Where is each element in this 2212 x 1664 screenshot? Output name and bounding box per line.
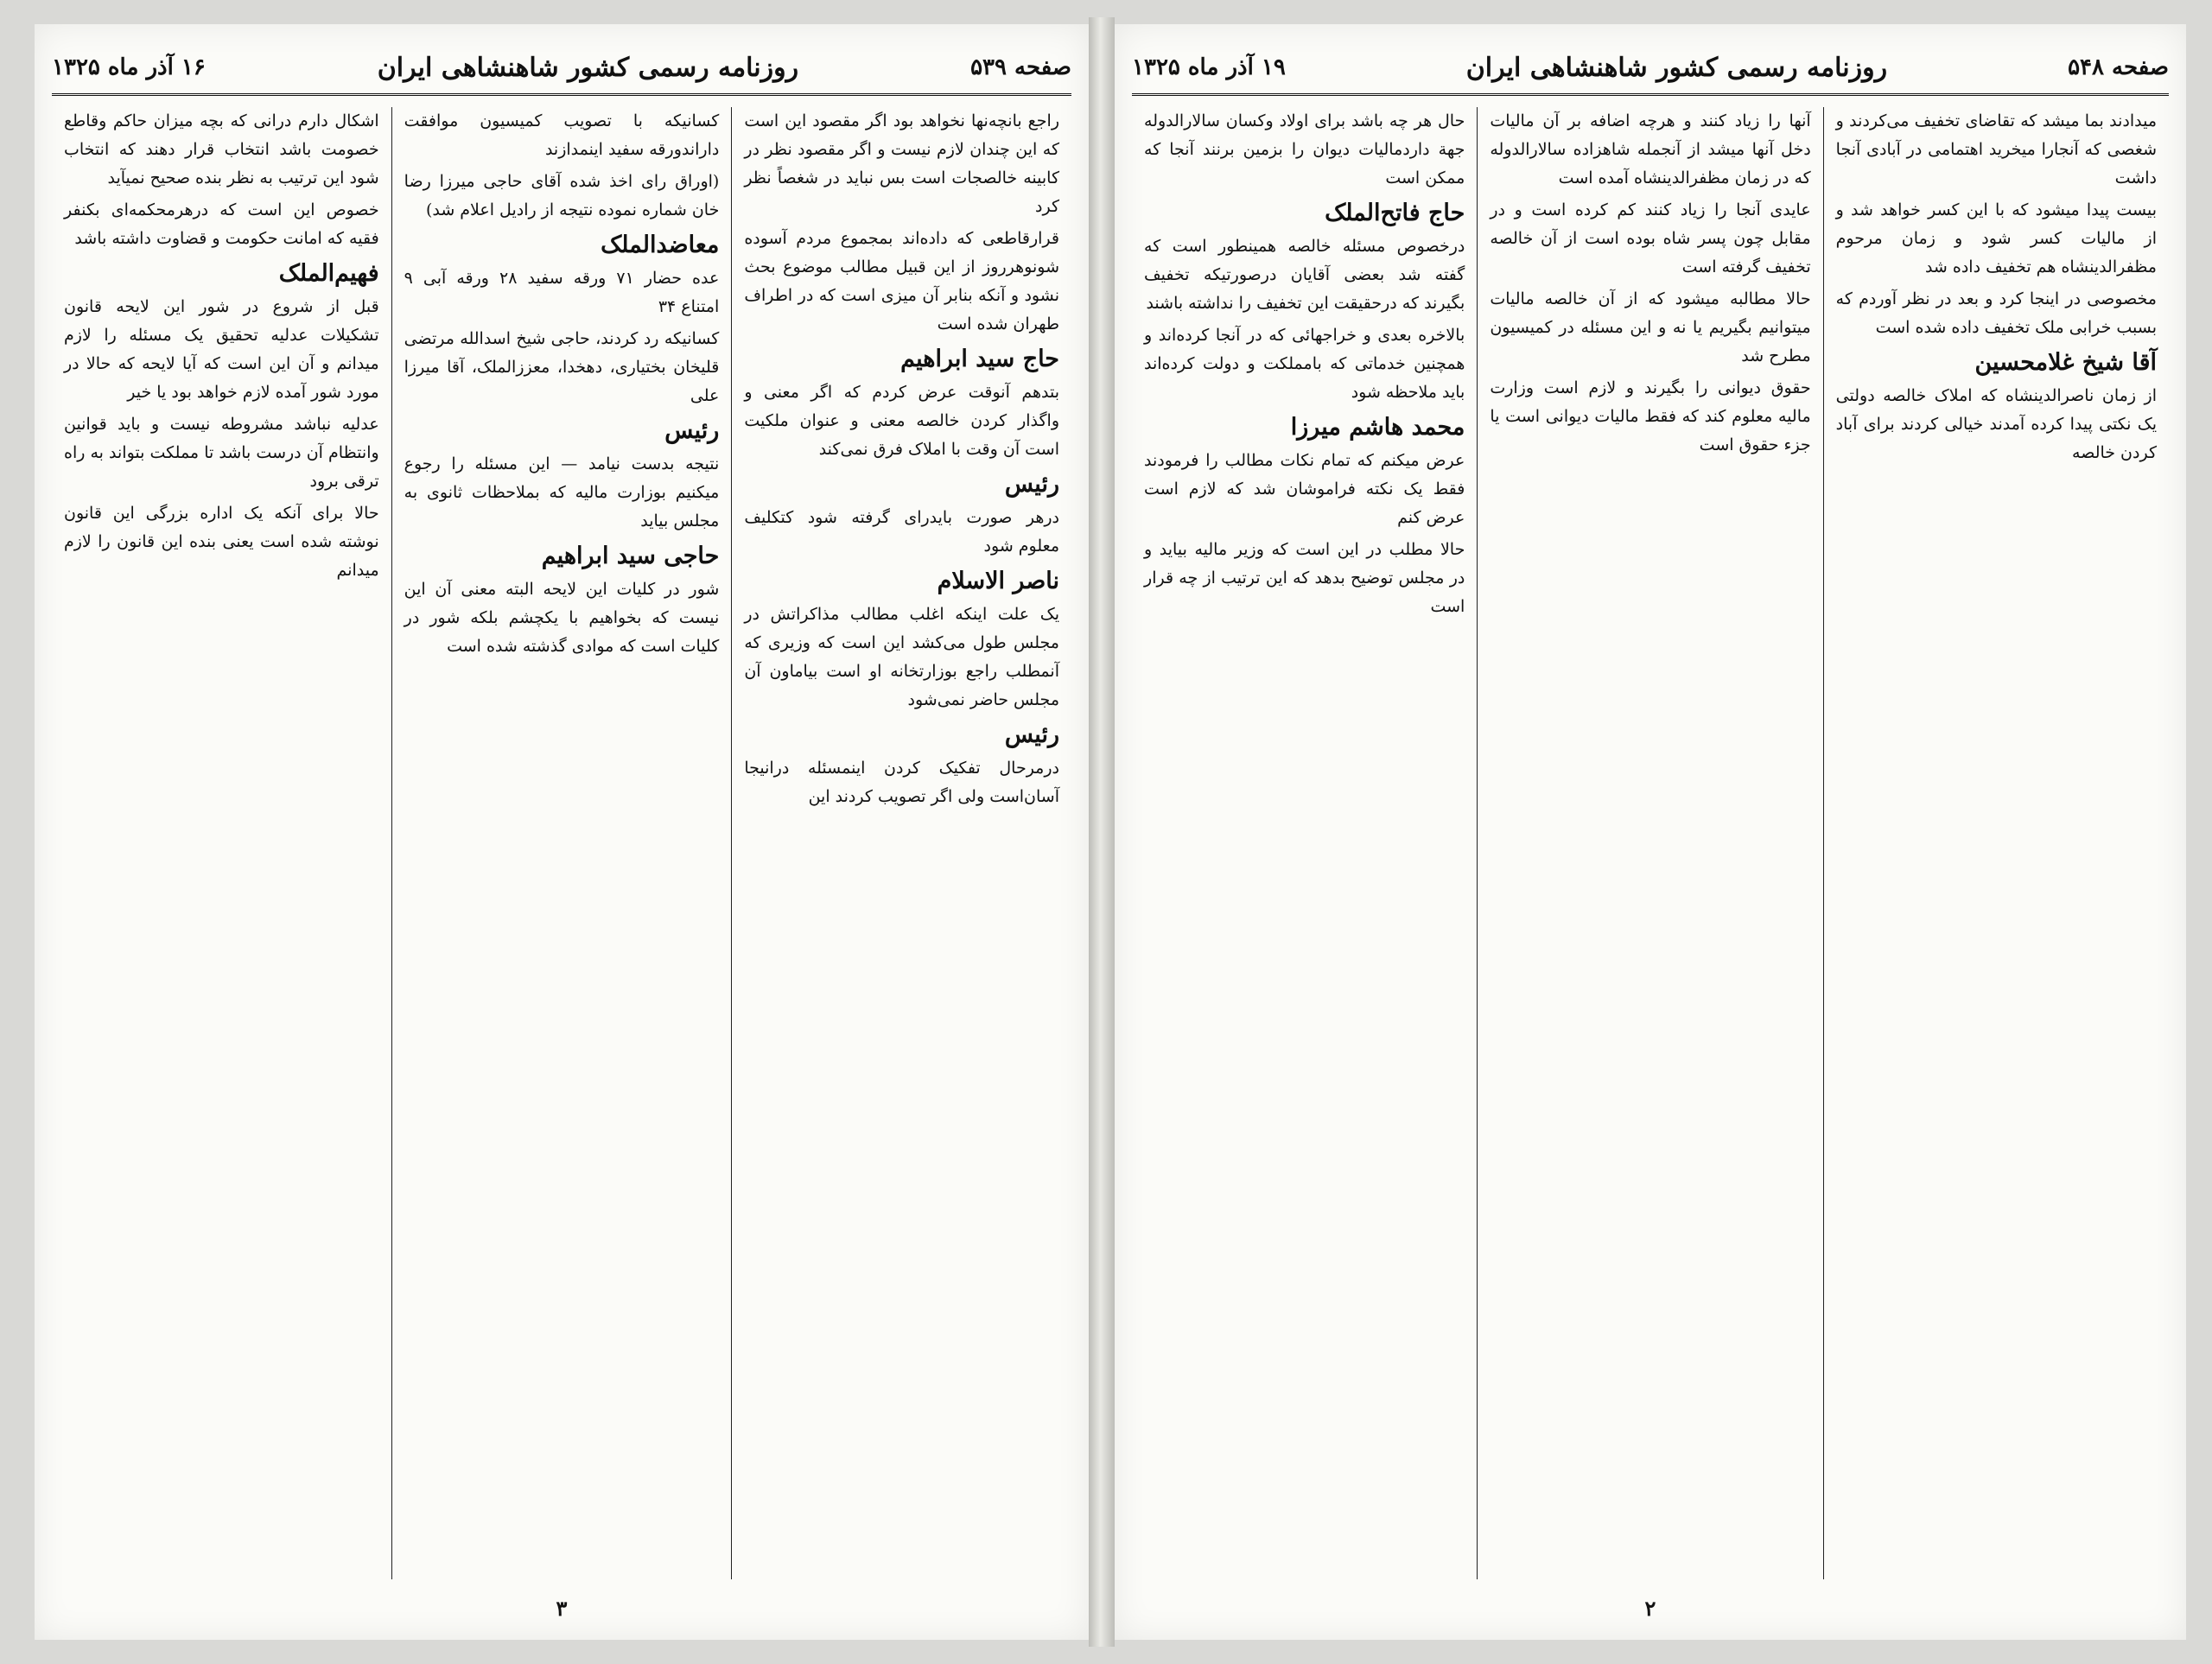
- paragraph: (اوراق رای اخذ شده آقای حاجی میرزا رضا خان شماره نموده نتیجه از رادیل اعلام شد): [404, 172, 720, 219]
- right-page: [1115, 24, 2186, 1640]
- paragraph: بتدهم آنوقت عرض کردم که اگر معنی و واگذار کردن خالصه معنی و عنوان ملکیت است آن وقت با املاک فرق نمی‌کند: [744, 383, 1059, 459]
- page-number: صفحه ۵۳۹: [970, 54, 1071, 80]
- left-masthead: [52, 41, 1071, 96]
- paragraph: قبل از شروع در شور این لایحه قانون تشکیلات عدلیه تحقیق یک مسئله را لازم میدانم و آن این است که آیا لایحه که حالا در مورد شور آمده لازم خواهد بود یا خیر: [63, 297, 379, 402]
- page-number: صفحه ۵۴۸: [2068, 54, 2169, 80]
- paragraph: اشکال دارم درانی که بچه میزان حاکم وقاطع خصومت باشد انتخاب قرار دهند که انتخاب شود این ترتیب به نظر بنده صحیح نمیآید: [63, 111, 379, 187]
- column: [52, 107, 392, 1579]
- paragraph: عایدی آنجا را زیاد کنند کم کرده است و در مقابل چون پسر شاه بوده است از آن خالصه تخفیف گرفته است: [1490, 200, 1811, 276]
- speaker-heading: رئیس: [1004, 471, 1059, 498]
- paragraph: نتیجه بدست نیامد — این مسئله را رجوع میکنیم بوزارت مالیه که بملاحظات ثانوی به مجلس بیاید: [404, 454, 720, 530]
- paragraph: میدادند بما میشد که تقاضای تخفیف می‌کردند و شغصی که آنجارا میخرید اهتمامی در آبادی آنجا داشت: [1835, 111, 2157, 187]
- right-columns: [1132, 107, 2169, 1579]
- paragraph: کسانیکه رد کردند، حاجی شیخ اسدالله مرتضی قلیخان بختیاری، دهخدا، معززالملک، آقا میرزا علی: [404, 329, 720, 405]
- paragraph: حال هر چه باشد برای اولاد وکسان سالارالدوله جهة داردمالیات دیوان را بزمین برنند آنجا که ممکن است: [1144, 111, 1465, 187]
- paragraph: عدلیه نباشد مشروطه نیست و باید قوانین وانتظام آن درست باشد تا مملکت بتواند به راه ترقی برود: [63, 415, 379, 491]
- gazette-title: روزنامه رسمی کشور شاهنشاهی ایران: [1465, 52, 1888, 83]
- paragraph: حالا مطلب در این است که وزیر مالیه بیاید و در مجلس توضیح بدهد که این ترتیب از چه قرار است: [1144, 540, 1465, 616]
- speaker-heading: معاضدالملک: [601, 232, 720, 258]
- paragraph: عده حضار ۷۱ ورقه سفید ۲۸ ورقه آبی ۹ امتناع ۳۴: [404, 269, 720, 316]
- paragraph: از زمان ناصرالدینشاه که املاک خالصه دولتی یک نکتی پیدا کرده آمدند خیالی کردند برای آباد کردن خالصه: [1835, 386, 2157, 462]
- paragraph: راجع بانچه‌نها نخواهد بود اگر مقصود این است که این چندان لازم نیست و اگر مقصود نظر در کابینه خالصجات است بس نباید در شغصاً نظر کرد: [744, 111, 1059, 216]
- column: [732, 107, 1071, 1579]
- paragraph: درهر صورت بایدرای گرفته شود کتکلیف معلوم شود: [744, 508, 1059, 556]
- paragraph: یک علت اینکه اغلب مطالب مذاکراتش در مجلس طول می‌کشد این است که وزیری که آنمطلب راجع بوزارتخانه او است بیاماون آن مجلس حاضر نمی‌شود: [744, 605, 1059, 709]
- left-columns: [52, 107, 1071, 1579]
- right-masthead: [1132, 41, 2169, 96]
- paragraph: شور در کلیات این لایحه البته معنی آن این نیست که بخواهیم با یکچشم بلکه شور در کلیات است که موادی گذشته شده است: [404, 580, 720, 656]
- speaker-heading: رئیس: [1004, 721, 1059, 748]
- paragraph: حقوق دیوانی را بگیرند و لازم است وزارت مالیه معلوم کند که فقط مالیات دیوانی است یا جزء حقوق است: [1490, 378, 1811, 454]
- speaker-heading: رئیس: [664, 417, 720, 444]
- paragraph: آنها را زیاد کنند و هرچه اضافه بر آن مالیات دخل آنها میشد از آنجمله شاهزاده سالارالدوله که در زمان مظفرالدینشاه آمده است: [1490, 111, 1811, 187]
- paragraph: عرض میکنم که تمام نکات مطالب را فرمودند فقط یک نکته فراموشان شد که لازم است عرض کنم: [1144, 451, 1465, 527]
- speaker-heading: محمد هاشم میرزا: [1290, 414, 1465, 441]
- paragraph: درخصوص مسئله خالصه همینطور است که گفته شد بعضی آقایان درصورتیکه تخفیف بگیرند که درحقیقت این تخفیف را نداشته باشند: [1144, 237, 1465, 313]
- speaker-heading: ناصر الاسلام: [937, 568, 1059, 594]
- speaker-heading: حاجی سید ابراهیم: [541, 543, 720, 569]
- issue-date: ۱۹ آذر ماه ۱۳۲۵: [1132, 54, 1286, 80]
- issue-date: ۱۶ آذر ماه ۱۳۲۵: [52, 54, 206, 80]
- paragraph: خصوص این است که درهرمحکمه‌ای بکنفر فقیه که امانت حکومت و قضاوت داشته باشد: [63, 200, 379, 248]
- folio-number: ۳: [556, 1596, 568, 1621]
- paragraph: حالا برای آنکه یک اداره بزرگی این قانون نوشته شده است یعنی بنده این قانون را لازم میدانم: [63, 504, 379, 580]
- speaker-heading: حاج سید ابراهیم: [900, 346, 1059, 372]
- binding-gutter: [1089, 17, 1115, 1647]
- left-page: [35, 24, 1089, 1640]
- speaker-heading: آقا شیخ غلامحسین: [1974, 349, 2157, 376]
- column: [1824, 107, 2169, 1579]
- column: [392, 107, 733, 1579]
- paragraph: مخصوصی در اینجا کرد و بعد در نظر آوردم که بسبب خرابی ملک تخفیف داده شده است: [1835, 289, 2157, 337]
- speaker-heading: حاج فاتح‌الملک: [1325, 200, 1465, 226]
- speaker-heading: فهیم‌الملک: [278, 260, 379, 287]
- folio-number: ۲: [1644, 1596, 1656, 1621]
- paragraph: کسانیکه با تصویب کمیسیون موافقت داراندورقه سفید اینمدازند: [404, 111, 720, 159]
- paragraph: قرارقاطعی که داده‌اند بمجموع مردم آسوده شونوهرروز از این قبیل مطالب موضوع بحث نشود و آنکه بنابر آن میزی است که در اطراف طهران شده است: [744, 229, 1059, 333]
- paragraph: حالا مطالبه میشود که از آن خالصه مالیات میتوانیم بگیریم یا نه و این مسئله در کمیسیون مطرح شد: [1490, 289, 1811, 365]
- paragraph: درمرحال تفکیک کردن اینمسئله درانیجا آسان‌است ولی اگر تصویب کردند این: [744, 759, 1059, 806]
- column: [1132, 107, 1478, 1579]
- gazette-title: روزنامه رسمی کشور شاهنشاهی ایران: [377, 52, 799, 83]
- column: [1478, 107, 1823, 1579]
- paragraph: بیست پیدا میشود که با این کسر خواهد شد و از مالیات کسر شود و زمان مرحوم مظفرالدینشاه هم تخفیف داده شد: [1835, 200, 2157, 276]
- paragraph: بالاخره بعدی و خراجهائی که در آنجا کرده‌اند و همچنین خدماتی که بامملکت و دولت کرده‌اند باید ملاحظه شود: [1144, 326, 1465, 402]
